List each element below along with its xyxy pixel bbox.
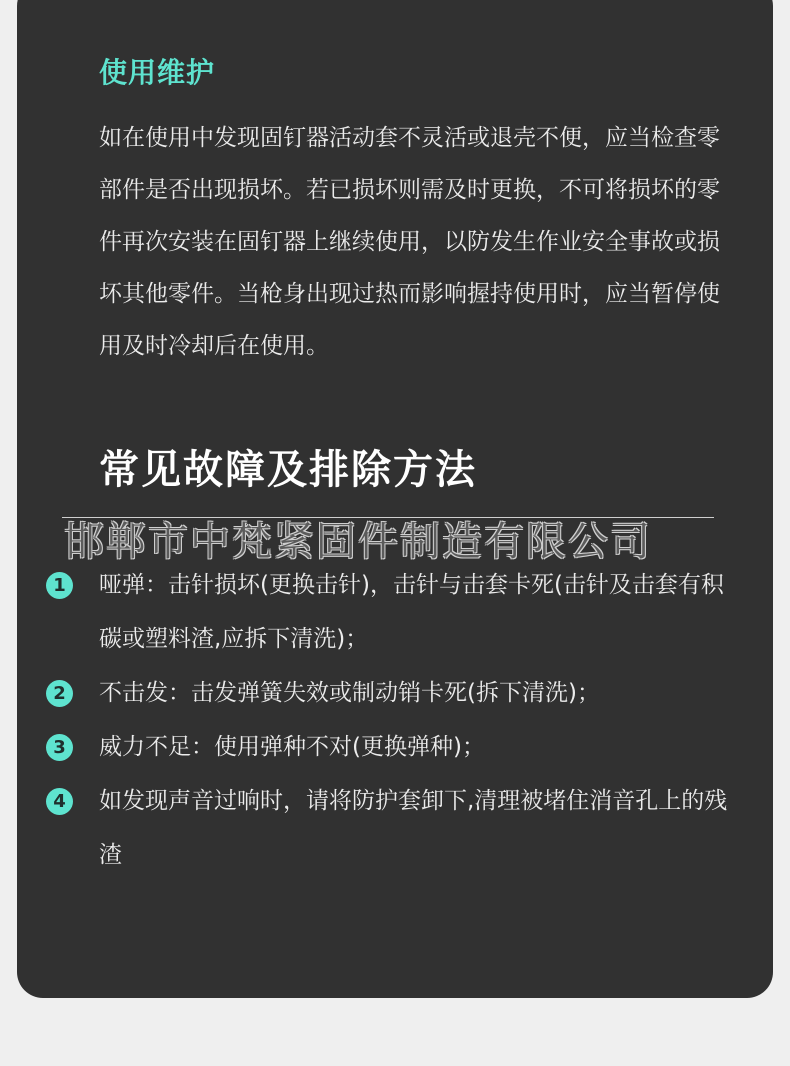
fault-text-4: 如发现声音过响时，请将防护套卸下,清理被堵住消音孔上的残渣: [99, 788, 728, 868]
fault-item-3: [46, 720, 746, 774]
fault-item-1: [46, 558, 746, 666]
number-2-badge: 2: [46, 680, 73, 707]
fault-text-2: 不击发：击发弹簧失效或制动销卡死(拆下清洗)；: [99, 680, 600, 706]
fault-item-2: [46, 666, 746, 720]
fault-list: [46, 558, 746, 882]
number-1-badge: 1: [46, 572, 73, 599]
number-3-badge: 3: [46, 734, 73, 761]
maintenance-text: 如在使用中发现固钉器活动套不灵活或退壳不便，应当检查零部件是否出现损坏。若已损坏则需及时更换，不可将损坏的零件再次安装在固钉器上继续使用，以防发生作业安全事故或损坏其他零件。当枪身出现过热而影响握持使用时，应当暂停使用及时冷却后在使用。: [99, 125, 720, 359]
fault-text-1: 哑弹：击针损坏(更换击针)，击针与击套卡死(击针及击套有积碳或塑料渣,应拆下清洗)；: [99, 572, 724, 652]
fault-item-4: [46, 774, 746, 882]
fault-text-3: 威力不足：使用弹种不对(更换弹种)；: [99, 734, 485, 760]
company-watermark: 邯郸市中梵紧固件制造有限公司: [64, 519, 652, 565]
maintenance-title: 使用维护: [99, 56, 216, 89]
troubleshooting-title: 常见故障及排除方法: [99, 447, 477, 493]
number-4-badge: 4: [46, 788, 73, 815]
